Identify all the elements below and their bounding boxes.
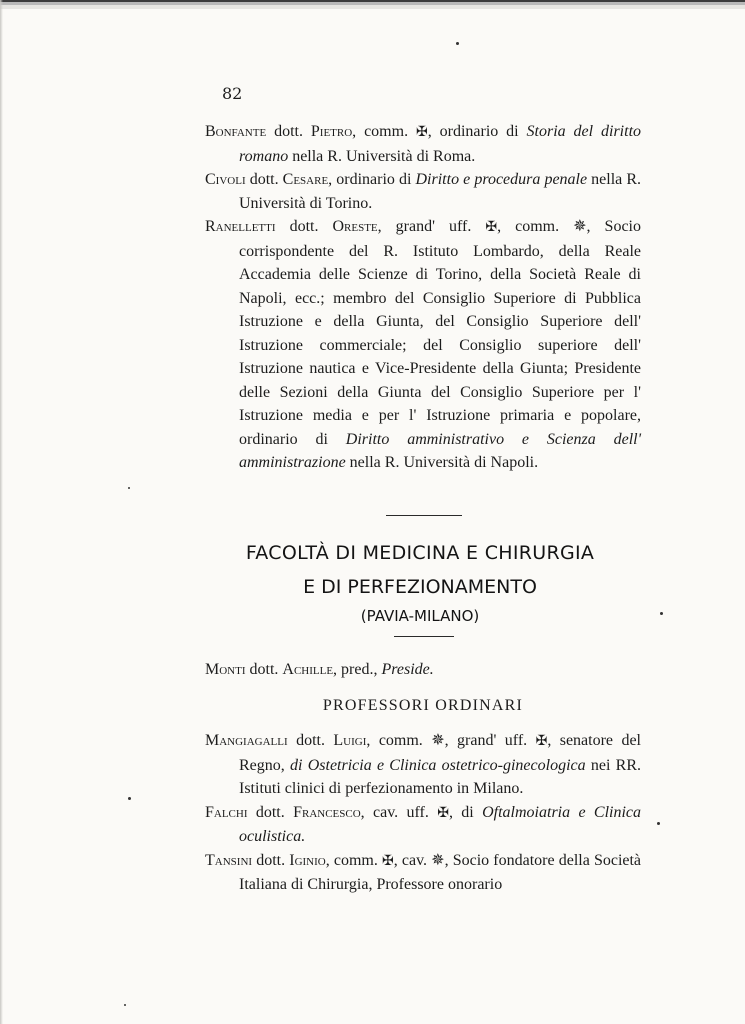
academic-title: dott. (274, 123, 303, 140)
first-name: Achille (282, 661, 334, 678)
professor-list-lower (205, 729, 641, 897)
scan-speck (128, 487, 130, 489)
entry-mangiagalli (205, 729, 641, 801)
role: Preside. (381, 661, 434, 678)
professor-list-upper (205, 120, 641, 475)
entry-tansini (205, 849, 641, 897)
faculty-location: (PAVIA-MILANO) (360, 607, 480, 625)
rank: comm. (333, 851, 378, 869)
rank: cav. uff. (373, 803, 429, 821)
entry-monti (205, 658, 641, 682)
order-cross-icon: ✠ (485, 220, 498, 235)
academic-title: dott. (249, 661, 279, 678)
academic-title: dott. (289, 218, 319, 235)
scan-speck (657, 822, 660, 825)
scan-speck (456, 42, 459, 45)
faculty-title: FACOLTÀ DI MEDICINA E CHIRURGIA (245, 542, 595, 564)
first-name: Luigi (333, 732, 367, 749)
description: , cav. ✵, Socio fondatore della Società Italiana di Chirurgia, Professore onorario (239, 851, 642, 893)
divider-rule (394, 636, 454, 637)
divider-rule (386, 515, 462, 516)
entry-falchi (205, 801, 641, 849)
first-name: Francesco (293, 803, 361, 821)
surname: Mangiagalli (205, 732, 288, 749)
surname: Bonfante (205, 123, 267, 140)
institution: nella R. Università di Roma. (288, 147, 476, 165)
surname: Tansini (205, 851, 253, 869)
preside-line (205, 658, 641, 682)
separator: , (333, 661, 342, 678)
section-heading: PROFESSORI ORDINARI (322, 697, 524, 714)
course-name: Diritto e procedura penale (415, 171, 588, 188)
separator: , (328, 171, 337, 188)
page-number: 82 (222, 84, 243, 103)
academic-title: dott. (255, 803, 285, 821)
academic-title: dott. (296, 732, 325, 749)
separator: , (352, 123, 365, 140)
faculty-subtitle: E DI PERFEZIONAMENTO (303, 576, 537, 598)
entry-ranelletti (205, 215, 641, 475)
academic-title: dott. (256, 851, 286, 869)
rank: comm. (364, 123, 409, 140)
scan-speck (660, 612, 663, 615)
institution: nella R. Università di Torino. (239, 171, 642, 212)
description: , ordinario di (427, 123, 527, 140)
rank: grand' uff. (395, 218, 472, 235)
course-name: Diritto amministrativo e Scienza dell' amministrazione (239, 430, 641, 471)
surname: Monti (205, 661, 246, 678)
first-name: Oreste (332, 218, 378, 235)
institution: nella R. Università di Napoli. (345, 454, 539, 471)
order-cross-icon: ✠ (382, 853, 394, 869)
separator: , (325, 851, 334, 869)
surname: Falchi (205, 803, 248, 821)
entry-civoli (205, 168, 641, 215)
first-name: Pietro (310, 123, 353, 140)
scan-top-edge (0, 0, 745, 14)
separator: , (360, 803, 374, 821)
scan-speck (128, 797, 131, 800)
description: ordinario di (336, 171, 416, 188)
description: , di (448, 803, 483, 821)
order-cross-icon: ✠ (415, 125, 428, 140)
surname: Civoli (205, 171, 246, 188)
separator: , (377, 218, 396, 235)
rank: comm. ✵, grand' uff. (378, 732, 528, 749)
description: , comm. ✵, Socio corrispondente del R. Istituto Lombardo, della Reale Accademia delle Scienze di Torino, della Società Reale di Napoli, ecc.; membro del Consiglio Superiore di Pubblica Istruzione e della Giunta, del Consiglio Superiore dell' Istruzione commerciale; del Consiglio superiore dell' Istruzione nautica e Vice-Presidente della Giunta; Presidente delle Sezioni della Giunta del Consiglio Superiore per l' Istruzione media e per l' Istruzione primaria e popolare, ordinario di (239, 218, 641, 448)
order-cross-icon: ✠ (535, 734, 548, 749)
order-cross-icon: ✠ (437, 805, 449, 821)
surname: Ranelletti (205, 218, 276, 235)
scan-speck (124, 1004, 126, 1006)
course-name: di Ostetricia e Clinica ostetrico-ginecologica (290, 756, 586, 774)
description: , senatore del Regno, (239, 732, 642, 774)
entry-bonfante (205, 120, 641, 168)
institution: nei RR. Istituti clinici di perfezionamento in Milano. (239, 756, 642, 797)
course-name: Oftalmoiatria e Clinica oculistica. (239, 803, 642, 845)
first-name: Cesare (282, 171, 329, 188)
academic-title: dott. (249, 171, 279, 188)
description: pred., (341, 661, 382, 678)
scan-left-edge (0, 0, 3, 1024)
first-name: Iginio (289, 851, 326, 869)
course-name: Storia del diritto romano (239, 123, 642, 165)
separator: , (366, 732, 379, 749)
